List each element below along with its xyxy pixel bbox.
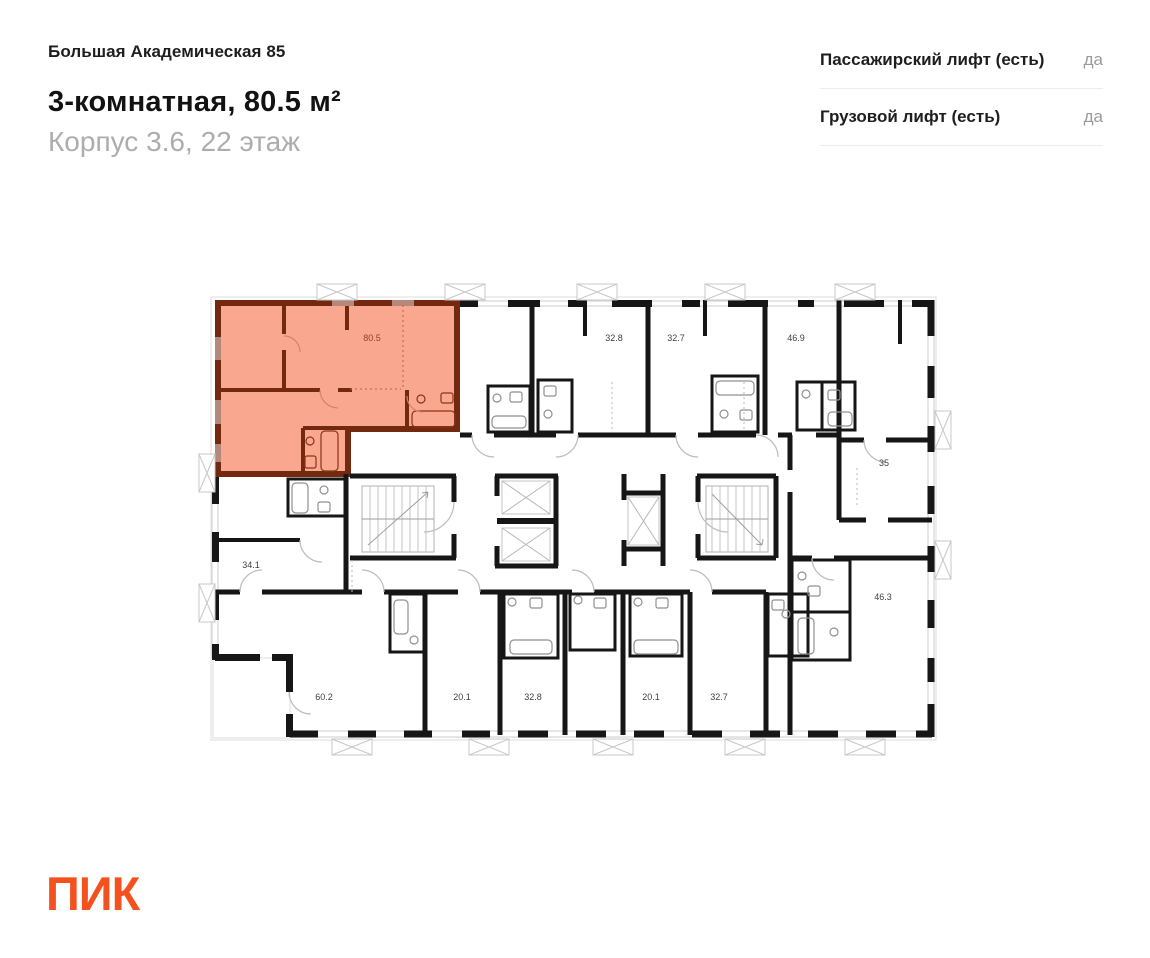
cargo-lift-label: Грузовой лифт (есть): [820, 107, 1001, 126]
highlighted-unit-area-label: 80.5: [363, 333, 381, 343]
staircase-left: [350, 476, 456, 558]
unit-area-label: 46.3: [874, 592, 892, 602]
lift-info-panel: [820, 32, 1103, 146]
unit-area-label: 35: [878, 458, 890, 468]
passenger-lift-label: Пассажирский лифт (есть): [820, 50, 1045, 69]
unit-area-label: 20.1: [642, 692, 660, 702]
unit-area-label: 32.7: [667, 333, 685, 343]
info-row-passenger-lift: [820, 32, 1103, 89]
unit-area-label: 20.1: [453, 692, 471, 702]
passenger-lift-value: да: [1083, 50, 1103, 69]
page-header: [48, 42, 341, 158]
unit-area-label: 46.9: [787, 333, 805, 343]
elevator-single: [624, 474, 663, 566]
cargo-lift-value: да: [1083, 107, 1103, 126]
unit-area-label: 34.1: [242, 560, 260, 570]
unit-area-label: 60.2: [315, 692, 333, 702]
highlighted-unit[interactable]: [215, 300, 460, 477]
unit-area-label: 32.8: [605, 333, 623, 343]
floor-plan: [196, 276, 952, 760]
staircase-right: [697, 476, 776, 558]
unit-area-label: 32.8: [524, 692, 542, 702]
apartment-subtitle: Корпус 3.6, 22 этаж: [48, 126, 300, 157]
project-name: Большая Академическая 85: [48, 42, 286, 61]
unit-area-label: 32.7: [710, 692, 728, 702]
pik-logo: ПИК: [46, 867, 140, 920]
info-row-cargo-lift: [820, 89, 1103, 146]
apartment-title: 3-комнатная, 80.5 м²: [48, 86, 341, 118]
elevator-shafts: [495, 476, 558, 566]
